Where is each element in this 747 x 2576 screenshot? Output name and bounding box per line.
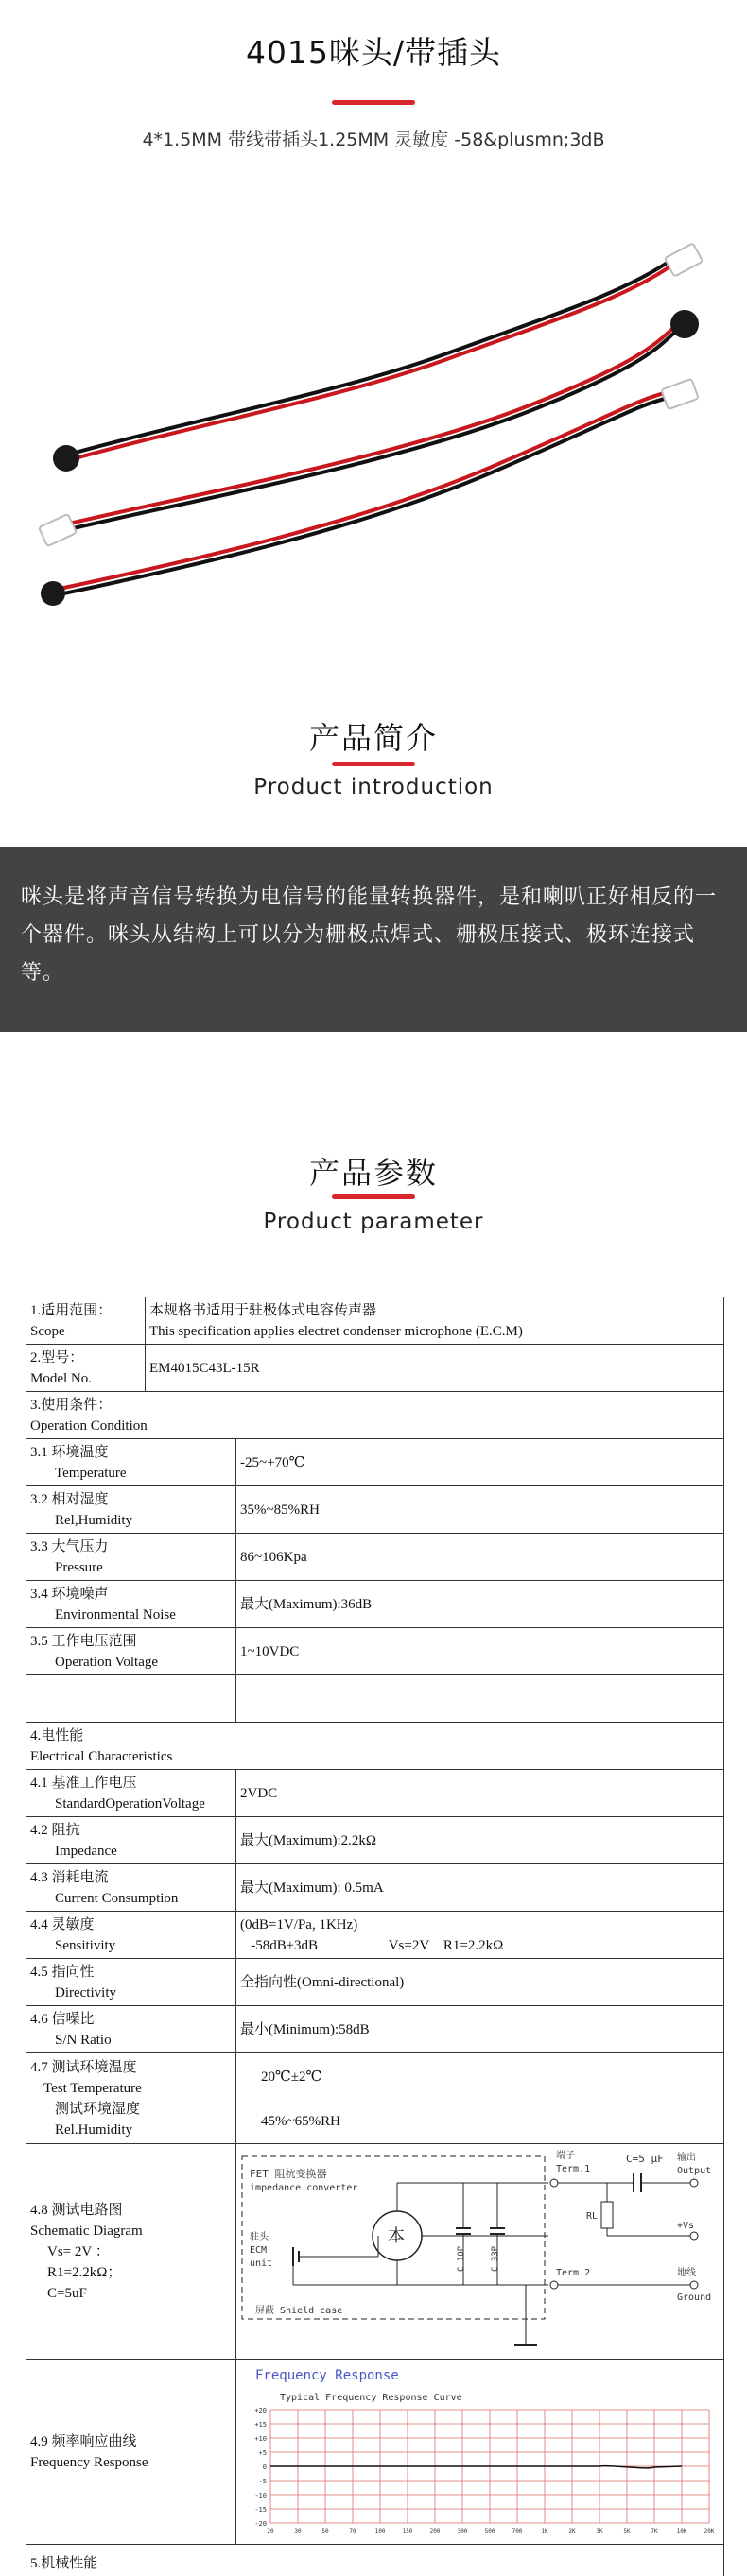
fet-label-en: impedance converter — [250, 2182, 358, 2193]
spec-item-value: (0dB=1V/Pa, 1KHz) — [240, 1916, 358, 1932]
freq-x-tick-label: 300 — [457, 2527, 468, 2534]
scope-label-en: Scope — [30, 1323, 65, 1339]
scope-label-cn: 1.适用范围： — [30, 1302, 113, 1318]
scope-value-cn: 本规格书适用于驻极体式电容传声器 — [149, 1302, 377, 1318]
ecm-label: 驻头 — [250, 2231, 269, 2242]
model-value: EM4015C43L-15R — [146, 1345, 724, 1392]
shield-label: 屏蔽 Shield case — [255, 2305, 343, 2316]
spec-item-cn: 3.3 大气压力 — [30, 1538, 109, 1554]
freq-x-ticks — [267, 2528, 714, 2534]
freq-y-ticks — [254, 2407, 267, 2528]
ecm-label-en1: ECM — [250, 2244, 268, 2256]
spec-item-value: 最大(Maximum):36dB — [236, 1581, 724, 1628]
freq-x-tick-label: 20 — [267, 2527, 274, 2534]
spec-item-en: Temperature — [55, 1465, 127, 1481]
spec-row — [26, 1581, 724, 1628]
spec-value-cell — [146, 1297, 724, 1345]
freq-chart-title: Frequency Response — [255, 2367, 399, 2383]
page-title: 4015咪头/带插头 — [245, 34, 502, 71]
freq-y-tick-label: -20 — [254, 2519, 267, 2528]
params-accent-bar — [332, 1194, 415, 1199]
circuit-param-2: R1=2.2kΩ； — [47, 2264, 122, 2280]
params-subtitle: Product parameter — [263, 1210, 484, 1234]
spec-section-cell — [26, 1723, 724, 1770]
scope-value-en: This specification applies electret condenser microphone (E.C.M) — [149, 1323, 523, 1339]
spec-label-cell — [26, 1345, 146, 1392]
freq-y-tick-label: -5 — [258, 2477, 267, 2485]
freq-y-tick-label: -10 — [254, 2491, 267, 2499]
spec-row-empty — [26, 1675, 724, 1723]
freq-x-tick-label: 10K — [676, 2527, 687, 2534]
term2-label: Term.2 — [556, 2267, 591, 2278]
spec-item-en: StandardOperationVoltage — [55, 1795, 205, 1812]
elec-label-cn: 4.电性能 — [30, 1727, 84, 1743]
spec-row — [26, 1486, 724, 1534]
cap-c-label: C=5 μF — [626, 2152, 664, 2165]
spec-item-en: Current Consumption — [55, 1890, 179, 1906]
microphone-cable-3 — [41, 379, 699, 606]
rl-label: RL — [586, 2210, 599, 2222]
fet-label-cn: FET 阻抗变换器 — [250, 2167, 327, 2180]
output-label-cn: 输出 — [677, 2152, 696, 2163]
env-value-2: 45%~65%RH — [261, 2113, 340, 2129]
circuit-label-en: Schematic Diagram — [30, 2223, 143, 2239]
spec-table — [26, 1297, 724, 2576]
spec-item-cn: 4.1 基准工作电压 — [30, 1775, 137, 1791]
circuit-param-3: C=5uF — [47, 2285, 87, 2301]
spec-item-value: 最大(Maximum):2.2kΩ — [236, 1817, 724, 1864]
spec-item-value: -25~+70℃ — [236, 1439, 724, 1486]
env-en-1: Test Temperature — [43, 2080, 142, 2096]
spec-row-elec-header — [26, 1723, 724, 1770]
spec-item-en: Operation Voltage — [55, 1654, 159, 1670]
spec-row — [26, 1959, 724, 2006]
vs-label: +Vs — [677, 2220, 695, 2231]
spec-row — [26, 1628, 724, 1675]
spec-region — [0, 1290, 747, 2576]
freq-x-tick-label: 3K — [596, 2527, 603, 2534]
circuit-label-cn: 4.8 测试电路图 — [30, 2202, 123, 2218]
freq-x-tick-label: 2K — [568, 2527, 576, 2534]
spec-item-value: 2VDC — [236, 1770, 724, 1817]
ground-label-cn: 地线 — [677, 2267, 696, 2278]
spec-row-env — [26, 2053, 724, 2144]
spec-item-en: Impedance — [55, 1843, 117, 1859]
spec-section-cell — [26, 1392, 724, 1439]
freq-y-tick-label: +10 — [254, 2434, 267, 2443]
freq-x-tick-label: 70 — [349, 2527, 356, 2534]
spec-row-model — [26, 1345, 724, 1392]
spec-row — [26, 1817, 724, 1864]
spec-row — [26, 1439, 724, 1486]
schematic-diagram — [236, 2145, 724, 2359]
freq-x-tick-label: 200 — [429, 2527, 441, 2534]
term1-label-cn: 端子 — [556, 2150, 575, 2161]
spec-row — [26, 1770, 724, 1817]
spec-item-cn: 4.5 指向性 — [30, 1964, 95, 1980]
freq-x-tick-label: 20K — [704, 2527, 715, 2534]
freq-label-en: Frequency Response — [30, 2454, 148, 2470]
svg-text:本: 本 — [388, 2225, 405, 2246]
page-subtitle: 4*1.5MM 带线带插头1.25MM 灵敏度 -58&plusmn;3dB — [142, 129, 605, 150]
spec-label-cell — [26, 1297, 146, 1345]
env-en-2: Rel.Humidity — [55, 2121, 133, 2138]
product-photo — [0, 189, 747, 633]
spec-item-value: 1~10VDC — [236, 1628, 724, 1675]
ecm-label-en2: unit — [250, 2258, 273, 2269]
model-label-cn: 2.型号： — [30, 1349, 84, 1365]
spec-item-value: 86~106Kpa — [236, 1534, 724, 1581]
spec-item-en: S/N Ratio — [55, 2032, 112, 2048]
env-value-1: 20℃±2℃ — [261, 2069, 322, 2085]
spec-item-cn: 3.2 相对湿度 — [30, 1491, 109, 1507]
spec-item-cn: 4.6 信噪比 — [30, 2011, 95, 2027]
freq-x-tick-label: 150 — [402, 2527, 413, 2534]
spec-row-freq — [26, 2360, 724, 2545]
env-cn-2: 测试环境湿度 — [55, 2101, 141, 2117]
frequency-response-chart — [236, 2361, 724, 2544]
use-label-en: Operation Condition — [30, 1417, 148, 1434]
spec-item-en: Rel,Humidity — [55, 1512, 133, 1528]
spec-row — [26, 2006, 724, 2053]
spec-row-use-header — [26, 1392, 724, 1439]
freq-x-tick-label: 7K — [651, 2527, 658, 2534]
spec-row — [26, 1534, 724, 1581]
spec-item-en: Sensitivity — [55, 1937, 116, 1953]
spec-item-en: Pressure — [55, 1559, 103, 1575]
freq-y-tick-label: +5 — [258, 2448, 267, 2457]
freq-y-tick-label: 0 — [262, 2463, 267, 2471]
spec-row-mech — [26, 2545, 724, 2576]
spec-row — [26, 1912, 724, 1959]
spec-item-value: 最小(Minimum):58dB — [236, 2006, 724, 2053]
spec-item-cn: 4.2 阻抗 — [30, 1822, 80, 1838]
use-label-cn: 3.使用条件： — [30, 1397, 113, 1413]
spec-item-cn: 4.3 消耗电流 — [30, 1869, 109, 1885]
cap-label-2: C 33P — [491, 2245, 500, 2272]
intro-title: 产品简介 — [308, 720, 438, 756]
circuit-param-1: Vs= 2V ： — [47, 2243, 110, 2259]
spec-item-value: 全指向性(Omni-directional) — [236, 1959, 724, 2006]
freq-y-tick-label: -15 — [254, 2505, 267, 2514]
freq-x-tick-label: 1K — [541, 2527, 548, 2534]
spec-item-en: Directivity — [55, 1984, 116, 2001]
intro-band — [0, 847, 747, 1032]
spec-item-value-2: -58dB±3dB Vs=2V R1=2.2kΩ — [240, 1937, 504, 1953]
microphone-cable-1 — [53, 243, 703, 472]
freq-y-tick-label: +15 — [254, 2420, 267, 2429]
spec-item-cn: 3.5 工作电压范围 — [30, 1633, 137, 1649]
freq-y-tick-label: +20 — [254, 2406, 267, 2414]
freq-x-tick-label: 5K — [623, 2527, 631, 2534]
env-cn-1: 4.7 测试环境温度 — [30, 2059, 137, 2075]
spec-item-cn: 3.4 环境噪声 — [30, 1586, 109, 1602]
spec-item-cn: 4.4 灵敏度 — [30, 1916, 95, 1932]
ground-label: Ground — [677, 2292, 712, 2303]
freq-x-tick-label: 100 — [374, 2527, 386, 2534]
cap-label-1: C 10P — [457, 2245, 466, 2272]
spec-item-value: 最大(Maximum): 0.5mA — [236, 1864, 724, 1912]
freq-x-tick-label: 30 — [294, 2527, 302, 2534]
spec-item-value: 35%~85%RH — [236, 1486, 724, 1534]
params-title: 产品参数 — [308, 1155, 438, 1191]
model-label-en: Model No. — [30, 1370, 92, 1386]
spec-row-circuit — [26, 2144, 724, 2360]
spec-item-en: Environmental Noise — [55, 1606, 176, 1623]
intro-subtitle: Product introduction — [253, 775, 494, 799]
intro-accent-bar — [332, 762, 415, 766]
freq-x-tick-label: 500 — [484, 2527, 495, 2534]
output-label: Output — [677, 2165, 712, 2176]
freq-x-tick-label: 50 — [321, 2527, 329, 2534]
spec-item-cn: 3.1 环境温度 — [30, 1444, 109, 1460]
title-accent-bar — [332, 100, 415, 105]
freq-x-tick-label: 700 — [512, 2527, 523, 2534]
spec-row — [26, 1864, 724, 1912]
intro-body: 咪头是将声音信号转换为电信号的能量转换器件，是和喇叭正好相反的一个器件。咪头从结构上可以分为栅极点焊式、栅极压接式、极环连接式等。 — [21, 885, 718, 985]
term1-label: Term.1 — [556, 2163, 591, 2174]
freq-label-cn: 4.9 频率响应曲线 — [30, 2433, 137, 2449]
spec-row-scope — [26, 1297, 724, 1345]
freq-response-curve — [270, 2465, 682, 2467]
freq-chart-subtitle: Typical Frequency Response Curve — [280, 2392, 462, 2403]
elec-label-en: Electrical Characteristics — [30, 1748, 173, 1764]
mech-label-cn: 5.机械性能 — [26, 2545, 724, 2576]
